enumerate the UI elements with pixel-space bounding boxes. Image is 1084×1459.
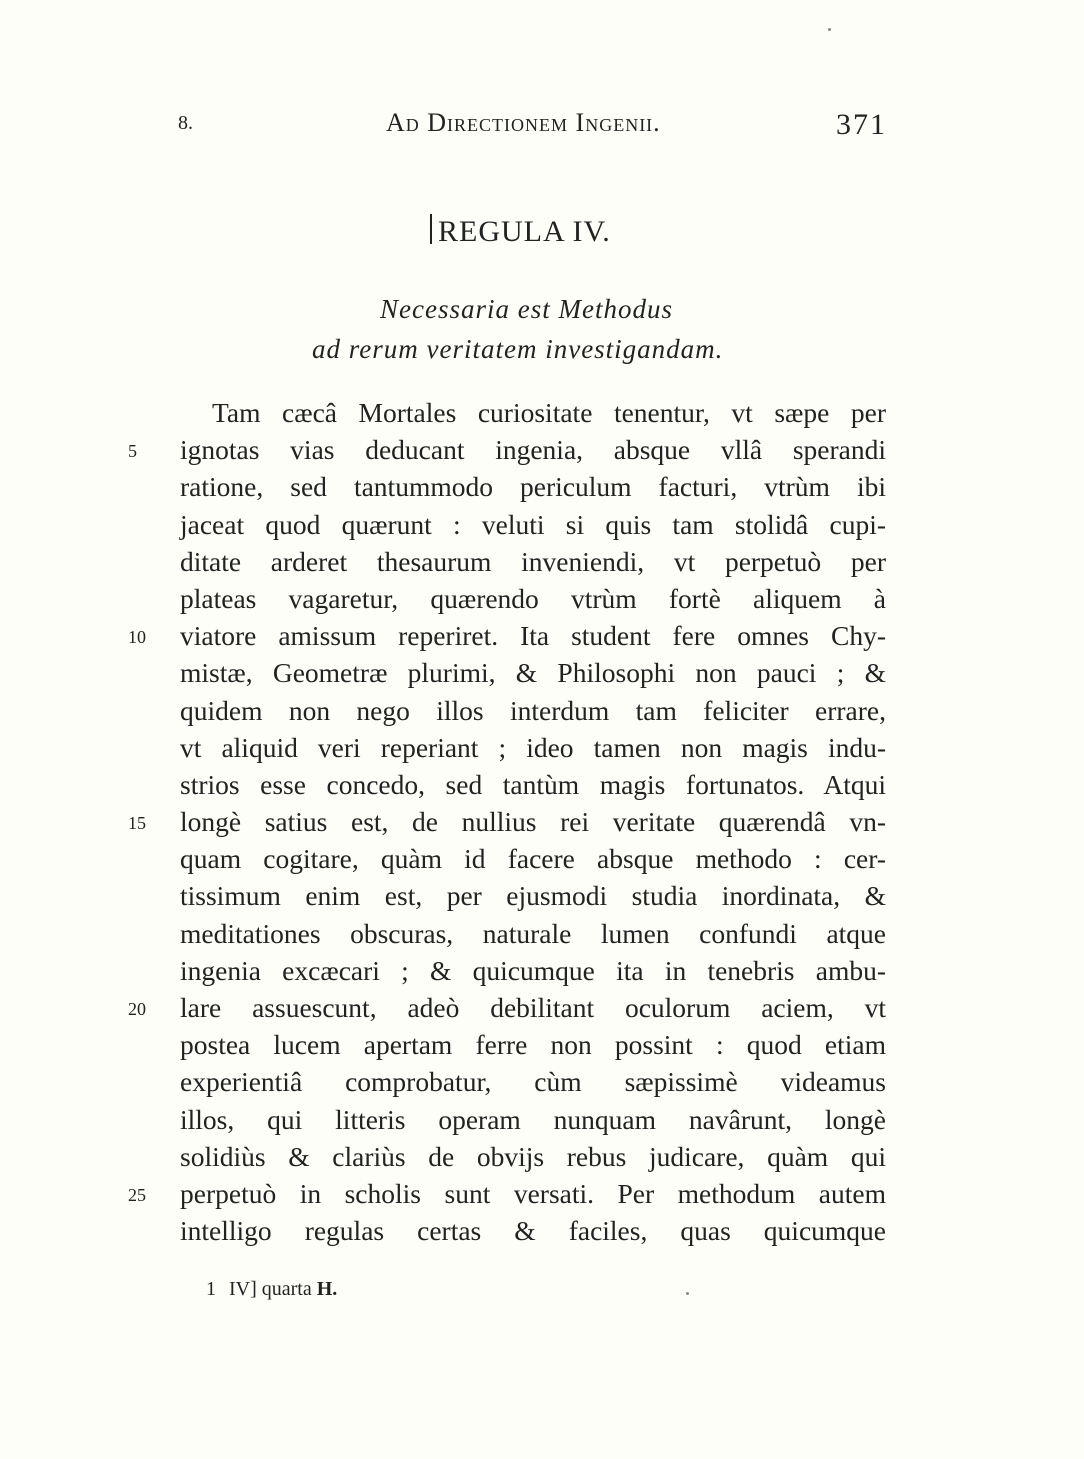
text-line bbox=[180, 729, 886, 766]
text-line bbox=[180, 952, 886, 989]
text-line-content: intelligo regulas certas & faciles, quas quicumque bbox=[180, 1215, 886, 1247]
text-line-content: longè satius est, de nullius rei veritate quærendâ vn- bbox=[180, 806, 886, 838]
line-number: 5 bbox=[128, 441, 137, 462]
text-line bbox=[180, 1063, 886, 1100]
text-line-content: plateas vagaretur, quærendo vtrùm fortè aliquem à bbox=[180, 582, 886, 614]
text-line-content: viatore amissum reperiret. Ita student fere omnes Chy- bbox=[180, 620, 886, 652]
text-line bbox=[180, 1138, 886, 1175]
text-line-content: lare assuescunt, adeò debilitant oculorum aciem, vt bbox=[180, 992, 886, 1023]
body-text bbox=[128, 394, 886, 1249]
text-line-content: quam cogitare, quàm id facere absque methodo : cer- bbox=[180, 843, 886, 875]
rule-statement-line-2: ad rerum veritatem investigandam. bbox=[312, 334, 724, 364]
text-line bbox=[128, 431, 886, 468]
rule-heading-text: REGULA IV. bbox=[438, 215, 611, 248]
page-break-marker bbox=[430, 214, 432, 244]
text-line-content: jaceat quod quærunt : veluti si quis tam stolidâ cupi- bbox=[180, 508, 886, 540]
rule-statement-line-1: Necessaria est Methodus bbox=[380, 294, 673, 324]
text-line bbox=[180, 840, 886, 877]
text-line-content: tissimum enim est, per ejusmodi studia inordinata, & bbox=[180, 880, 886, 912]
text-line bbox=[180, 1101, 886, 1138]
text-line bbox=[128, 989, 886, 1026]
text-line bbox=[180, 877, 886, 914]
text-line-content: ingenia excæcari ; & quicumque ita in tenebris ambu- bbox=[180, 954, 886, 986]
text-line-content: illos, qui litteris operam nunquam navârunt, longè bbox=[180, 1103, 886, 1135]
line-number: 25 bbox=[128, 1184, 146, 1205]
text-line bbox=[180, 1026, 886, 1063]
footnote-text: IV] quarta bbox=[229, 1278, 312, 1300]
text-line bbox=[180, 580, 886, 617]
line-number: 15 bbox=[128, 813, 146, 834]
text-line bbox=[180, 468, 886, 505]
page-speck bbox=[828, 28, 831, 31]
text-line-content: mistæ, Geometræ plurimi, & Philosophi non pauci ; & bbox=[180, 657, 886, 689]
footnote-source: H. bbox=[316, 1278, 338, 1300]
text-line bbox=[180, 915, 886, 952]
text-line bbox=[180, 766, 886, 803]
text-line-content: ditate arderet thesaurum inveniendi, vt perpetuò per bbox=[180, 545, 886, 577]
text-line bbox=[180, 543, 886, 580]
text-line bbox=[180, 506, 886, 543]
running-header bbox=[0, 108, 1084, 148]
footnote bbox=[206, 1278, 337, 1301]
text-line-content: solidiùs & clariùs de obvijs rebus judicare, quàm qui bbox=[180, 1140, 886, 1172]
line-number: 10 bbox=[128, 627, 146, 648]
text-line-content: ratione, sed tantummodo periculum facturi, vtrùm ibi bbox=[180, 471, 886, 503]
text-line bbox=[180, 394, 886, 431]
text-line bbox=[180, 692, 886, 729]
text-line bbox=[128, 617, 886, 654]
footnote-number: 1 bbox=[206, 1278, 216, 1300]
text-line-content: strios esse concedo, sed tantùm magis fortunatos. Atqui bbox=[180, 768, 886, 800]
text-line-content: vt aliquid veri reperiant ; ideo tamen non magis indu- bbox=[180, 731, 886, 763]
text-line-content: quidem non nego illos interdum tam feliciter errare, bbox=[180, 694, 886, 726]
text-line-content: Tam cæcâ Mortales curiositate tenentur, vt sæpe per bbox=[212, 397, 886, 428]
text-line-content: meditationes obscuras, naturale lumen confundi atque bbox=[180, 917, 886, 949]
text-line-content: postea lucem apertam ferre non possint : quod etiam bbox=[180, 1029, 886, 1061]
text-line bbox=[180, 654, 886, 691]
text-line bbox=[128, 803, 886, 840]
section-number: 8. bbox=[178, 112, 193, 134]
running-title: Ad Directionem Ingenii. bbox=[386, 108, 661, 137]
text-line-content: ignotas vias deducant ingenia, absque vllâ sperandi bbox=[180, 434, 886, 466]
text-line-content: experientiâ comprobatur, cùm sæpissimè videamus bbox=[180, 1066, 886, 1098]
page-number: 371 bbox=[836, 108, 887, 141]
text-line-content: perpetuò in scholis sunt versati. Per methodum autem bbox=[180, 1177, 886, 1209]
page-speck bbox=[686, 1292, 689, 1295]
text-line bbox=[180, 1212, 886, 1249]
line-number: 20 bbox=[128, 999, 146, 1019]
text-line bbox=[128, 1175, 886, 1212]
rule-heading bbox=[430, 214, 611, 249]
